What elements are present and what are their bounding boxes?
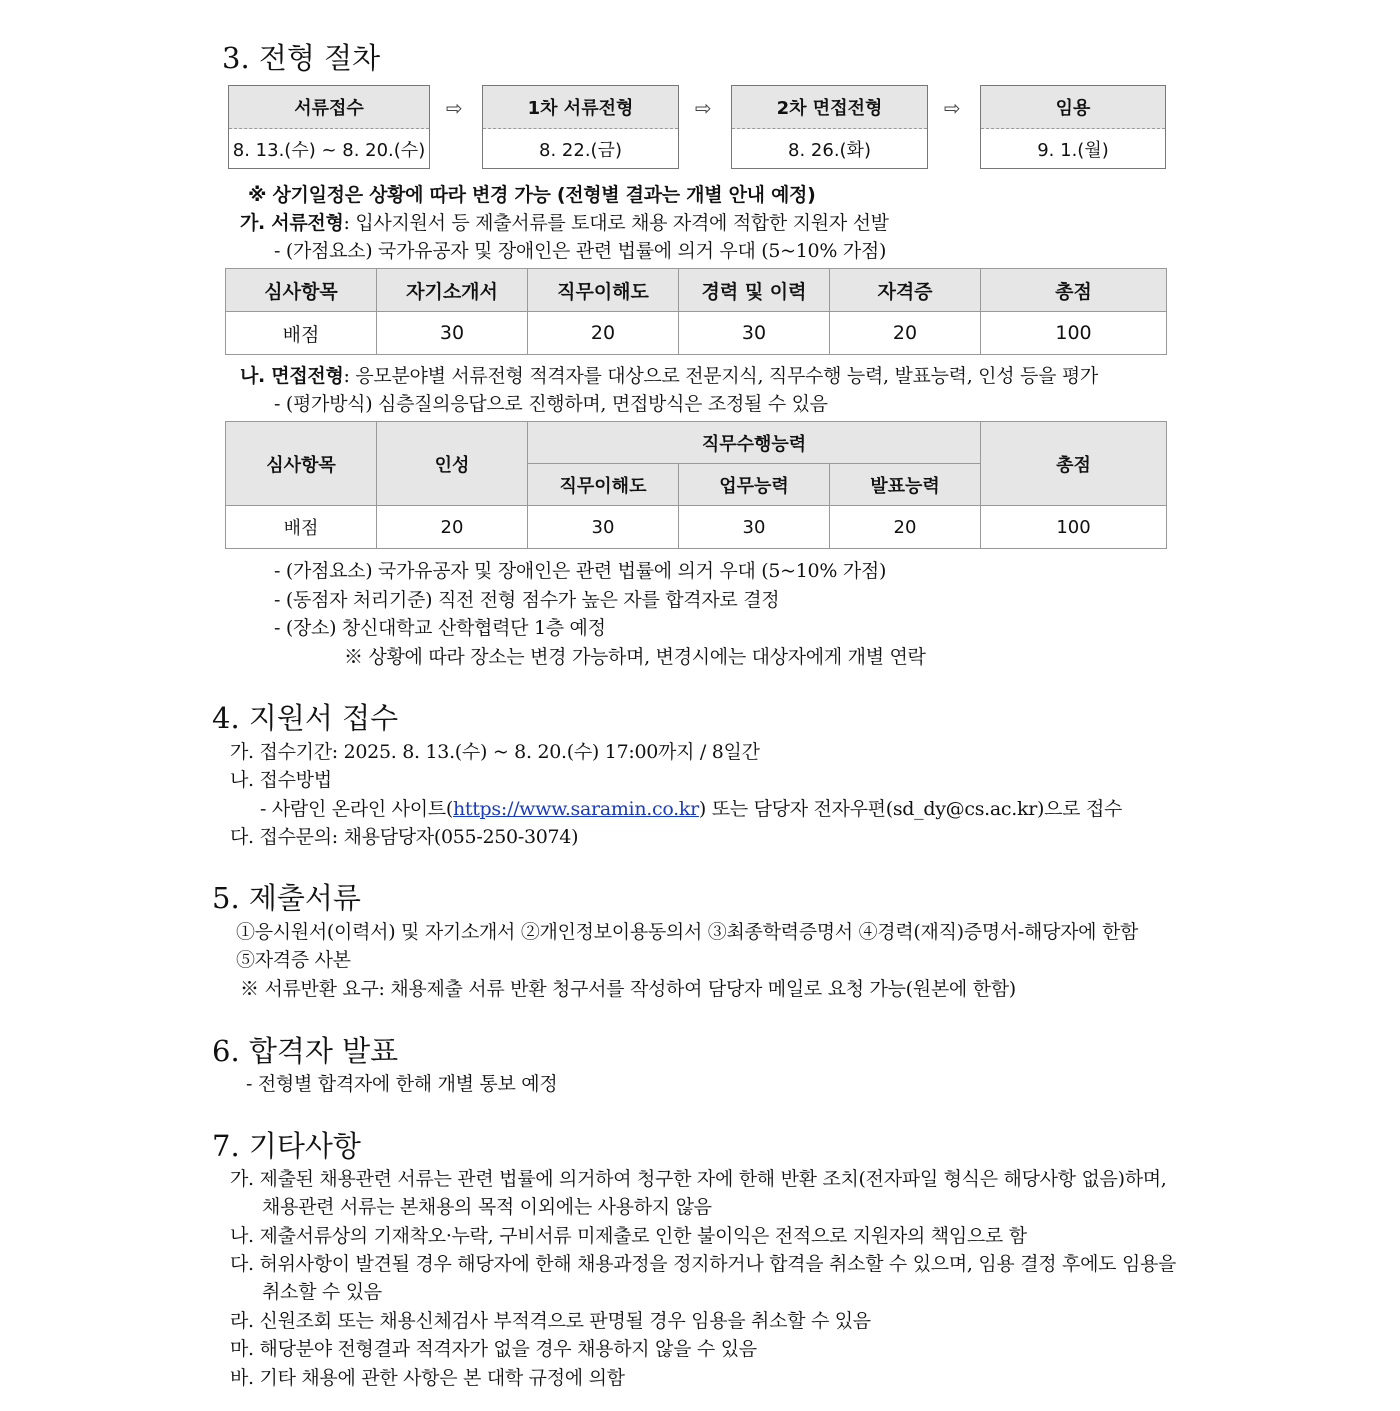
- misc-na-line: 나. 제출서류상의 기재착오·누락, 구비서류 미제출로 인한 불이익은 전적으로 지원자의 책임으로 함: [230, 1225, 1027, 1247]
- document-screening-table: [225, 268, 1167, 355]
- process-step-3: [731, 85, 928, 169]
- section-4-title: 4. 지원서 접수: [212, 701, 399, 735]
- misc-ga-line-1: 가. 제출된 채용관련 서류는 관련 법률에 의거하여 청구한 자에 한해 반환 조치(전자파일 형식은 해당사항 없음)하며,: [230, 1168, 1167, 1190]
- step-date: 9. 1.(월): [1037, 140, 1109, 161]
- documents-return-note: ※ 서류반환 요구: 채용제출 서류 반환 청구서를 작성하여 담당자 메일로 요청 가능(원본에 한함): [240, 978, 1016, 1000]
- ga-heading: 가. 서류전형: [240, 212, 344, 234]
- arrow-right-icon: ⇨: [446, 96, 463, 120]
- schedule-note: ※ 상기일정은 상황에 따라 변경 가능 (전형별 결과는 개별 안내 예정): [248, 184, 816, 206]
- table-cell: 30: [528, 506, 679, 549]
- na-interview-screening: [240, 361, 1098, 388]
- section-7-title: 7. 기타사항: [212, 1129, 361, 1163]
- misc-da-line-2: 취소할 수 있음: [262, 1281, 382, 1303]
- misc-ma-line: 마. 해당분야 전형결과 적격자가 없을 경우 채용하지 않을 수 있음: [230, 1338, 757, 1360]
- location-note: ※ 상황에 따라 장소는 변경 가능하며, 변경시에는 대상자에게 개별 연락: [344, 646, 926, 668]
- ga-text: : 입사지원서 등 제출서류를 토대로 채용 자격에 적합한 지원자 선발: [343, 212, 889, 234]
- table-header-group: 직무수행능력: [528, 422, 981, 464]
- application-period: 가. 접수기간: 2025. 8. 13.(수) ~ 8. 20.(수) 17:00까지 / 8일간: [230, 741, 760, 763]
- na-heading: 나. 면접전형: [240, 365, 344, 387]
- na-evaluation-method: - (평가방식) 심층질의응답으로 진행하며, 면접방식은 조정될 수 있음: [274, 393, 828, 415]
- table-cell: 배점: [226, 506, 377, 549]
- arrow-right-icon: ⇨: [944, 96, 961, 120]
- misc-da-line-1: 다. 허위사항이 발견될 경우 해당자에 한해 채용과정을 정지하거나 합격을 취소할 수 있으며, 임용 결정 후에도 임용을: [230, 1253, 1177, 1275]
- step-date: 8. 13.(수) ~ 8. 20.(수): [232, 140, 426, 161]
- table-header: 심사항목: [226, 269, 377, 312]
- application-method-heading: 나. 접수방법: [230, 769, 332, 791]
- step-label: 서류접수: [229, 86, 429, 129]
- table-cell: 30: [679, 312, 830, 355]
- method-text: - 사람인 온라인 사이트(: [260, 798, 453, 820]
- ga-bonus-points: - (가점요소) 국가유공자 및 장애인은 관련 법률에 의거 우대 (5~10% 가점): [274, 240, 887, 262]
- tie-breaker-line: - (동점자 처리기준) 직전 전형 점수가 높은 자를 합격자로 결정: [274, 589, 780, 611]
- misc-ra-line: 라. 신원조회 또는 채용신체검사 부적격으로 판명될 경우 임용을 취소할 수 있음: [230, 1310, 871, 1332]
- table-cell: 20: [830, 506, 981, 549]
- section-6-title: 6. 합격자 발표: [212, 1034, 399, 1068]
- table-cell: 100: [981, 312, 1167, 355]
- table-cell: 30: [679, 506, 830, 549]
- step-label: 임용: [981, 86, 1165, 129]
- announcement-line: - 전형별 합격자에 한해 개별 통보 예정: [246, 1073, 558, 1095]
- step-label: 1차 서류전형: [483, 86, 678, 129]
- step-date: 8. 22.(금): [539, 140, 622, 161]
- misc-ga-line-2: 채용관련 서류는 본채용의 목적 이외에는 사용하지 않음: [262, 1196, 712, 1218]
- table-cell: 30: [377, 312, 528, 355]
- documents-line-2: ⑤자격증 사본: [236, 949, 351, 971]
- misc-ba-line: 바. 기타 채용에 관한 사항은 본 대학 규정에 의함: [230, 1367, 625, 1389]
- table-header: 직무이해도: [528, 269, 679, 312]
- table-header: 총점: [981, 269, 1167, 312]
- table-cell: 배점: [226, 312, 377, 355]
- application-inquiry: 다. 접수문의: 채용담당자(055-250-3074): [230, 826, 579, 848]
- section-3-title: 3. 전형 절차: [222, 41, 381, 75]
- application-method: [260, 794, 1122, 821]
- table-header: 업무능력: [679, 464, 830, 506]
- location-line: - (장소) 창신대학교 산학협력단 1층 예정: [274, 617, 606, 639]
- process-step-1: [228, 85, 430, 169]
- process-step-2: [482, 85, 679, 169]
- saramin-link[interactable]: https://www.saramin.co.kr: [452, 798, 699, 820]
- interview-screening-table: [225, 421, 1167, 549]
- documents-line-1: ①응시원서(이력서) 및 자기소개서 ②개인정보이용동의서 ③최종학력증명서 ④경력(재직)증명서-해당자에 한함: [236, 921, 1139, 943]
- table-cell: 100: [981, 506, 1167, 549]
- table-header: 직무이해도: [528, 464, 679, 506]
- table-header: 인성: [377, 422, 528, 506]
- table-header: 경력 및 이력: [679, 269, 830, 312]
- table-header: 총점: [981, 422, 1167, 506]
- process-step-4: [980, 85, 1166, 169]
- table-header: 발표능력: [830, 464, 981, 506]
- table-header: 심사항목: [226, 422, 377, 506]
- na-text: : 응모분야별 서류전형 적격자를 대상으로 전문지식, 직무수행 능력, 발표능력, 인성 등을 평가: [343, 365, 1098, 387]
- step-label: 2차 면접전형: [732, 86, 927, 129]
- arrow-right-icon: ⇨: [695, 96, 712, 120]
- table-header: 자격증: [830, 269, 981, 312]
- table-cell: 20: [377, 506, 528, 549]
- step-date: 8. 26.(화): [788, 140, 871, 161]
- table-header: 자기소개서: [377, 269, 528, 312]
- ga-document-screening: [240, 208, 889, 235]
- table-cell: 20: [528, 312, 679, 355]
- bonus-points-line: - (가점요소) 국가유공자 및 장애인은 관련 법률에 의거 우대 (5~10% 가점): [274, 560, 887, 582]
- method-text: ) 또는 담당자 전자우편(sd_dy@cs.ac.kr)으로 접수: [698, 798, 1123, 820]
- table-cell: 20: [830, 312, 981, 355]
- section-5-title: 5. 제출서류: [212, 881, 361, 915]
